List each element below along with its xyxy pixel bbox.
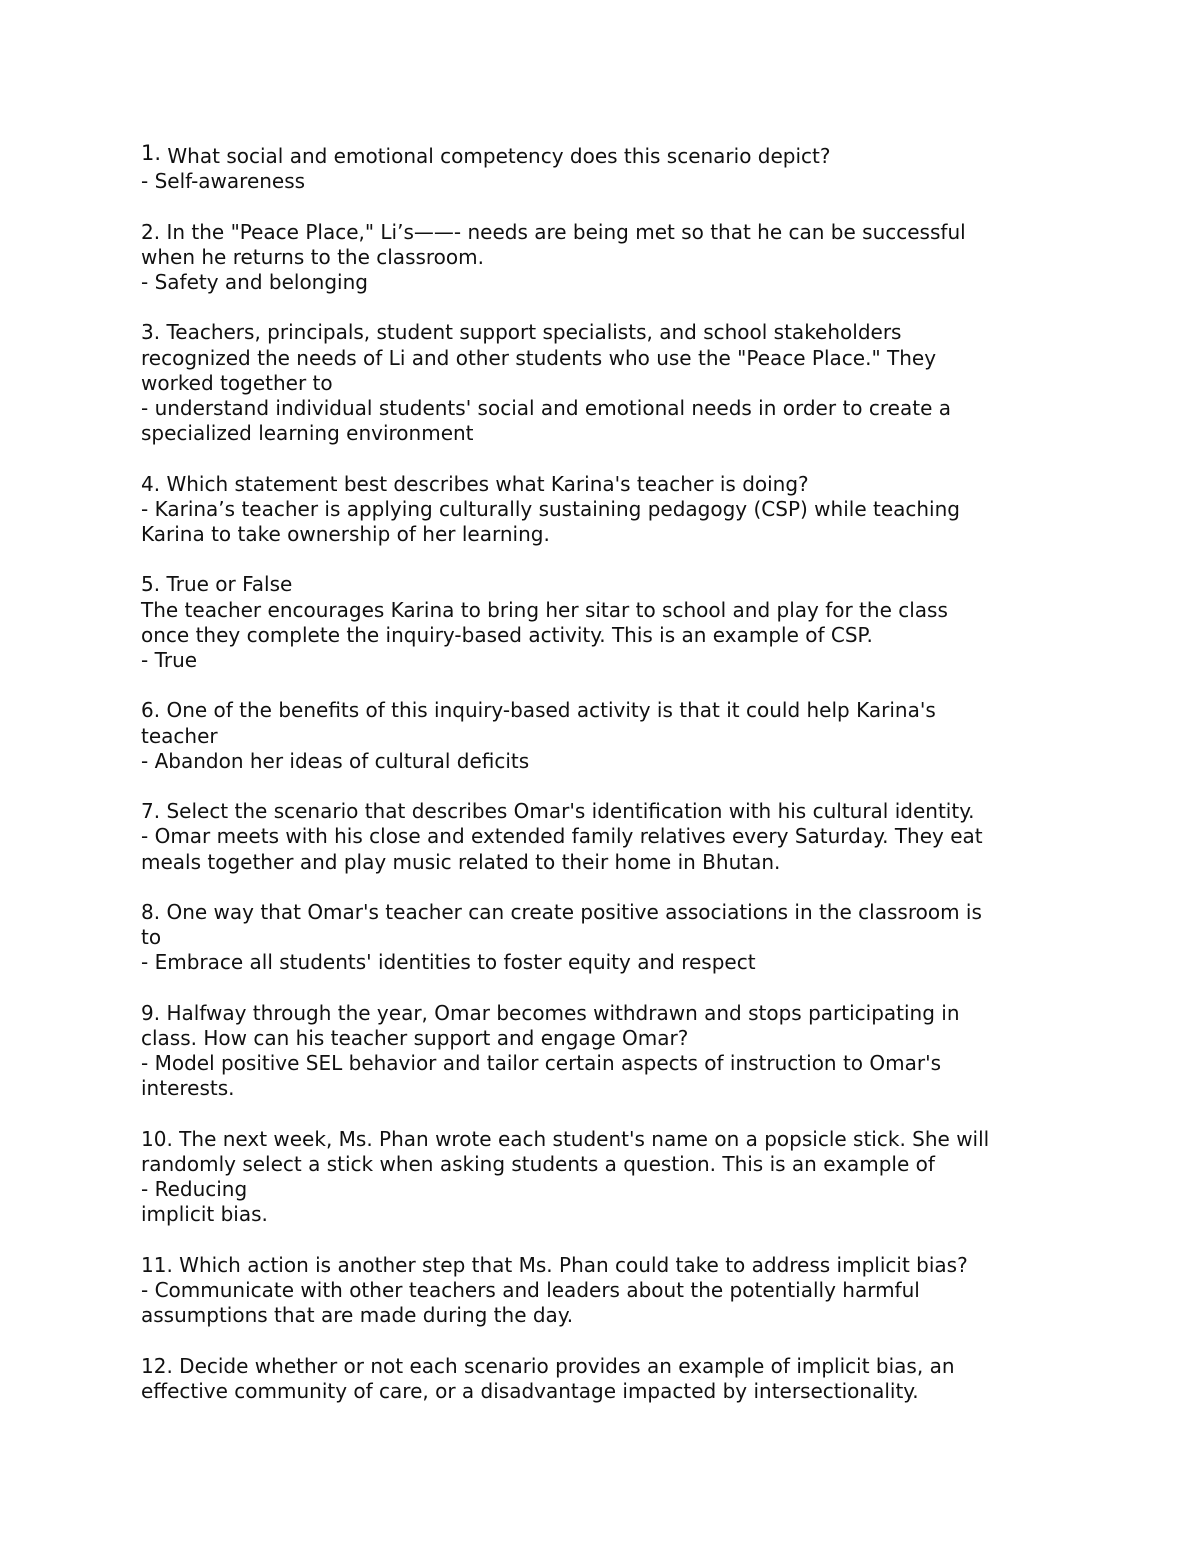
question-number: 2. [141,219,161,244]
answer-line: - understand individual students' social and emotional needs in order to create a [141,396,951,420]
question-line: effective community of care, or a disadvantage impacted by intersectionality. [141,1378,919,1403]
question-item [141,1253,1071,1329]
question-line: One of the benefits of this inquiry-based activity is that it could help Karina's [166,698,936,723]
question-item [141,220,1071,296]
question-line: Teachers, principals, student support specialists, and school stakeholders [166,320,902,345]
question-line: Select the scenario that describes Omar's identification with his cultural identity. [166,799,975,824]
question-line: Decide whether or not each scenario provides an example of implicit bias, an [179,1353,955,1378]
question-text [141,220,1071,245]
question-text [141,698,1071,723]
answer-line: - Communicate with other teachers and leaders about the potentially harmful [141,1277,920,1302]
question-number: 6. [141,698,161,723]
answer-line: - Reducing [141,1177,248,1202]
document-page [141,141,1071,1429]
question-number: 9. [141,1000,161,1025]
question-text [141,572,1071,597]
answer-line: - Embrace all students' identities to foster equity and respect [141,950,756,975]
question-number: 3. [141,320,161,345]
question-line: Which statement best describes what Karina's teacher is doing? [166,471,809,496]
answer-line: - Omar meets with his close and extended family relatives every Saturday. They eat [141,824,983,849]
question-line: Which action is another step that Ms. Phan could take to address implicit bias? [179,1252,968,1277]
question-line: Halfway through the year, Omar becomes withdrawn and stops participating in [166,1000,960,1025]
question-text [141,1127,1071,1152]
question-line: to [141,925,162,950]
answer-line: specialized learning environment [141,421,474,446]
question-line: worked together to [141,370,333,395]
question-line: randomly select a stick when asking students a question. This is an example of [141,1151,935,1176]
question-line: The teacher encourages Karina to bring her sitar to school and play for the class [141,597,948,622]
question-line: True or False [166,572,293,597]
question-line: class. How can his teacher support and engage Omar? [141,1025,689,1050]
question-number: 5. [141,572,161,597]
question-number: 12. [141,1353,173,1378]
question-text [141,1253,1071,1278]
question-number: 8. [141,899,161,924]
answer-line: - Abandon her ideas of cultural deficits [141,748,530,773]
question-text [141,141,1071,169]
answer-line: Karina to take ownership of her learning. [141,522,550,546]
answer-line: - Safety and belonging [141,270,368,294]
question-item [141,1354,1071,1404]
question-line: One way that Omar's teacher can create positive associations in the classroom is [166,899,982,924]
answer-line: - True [141,648,198,672]
question-line: In the "Peace Place," Li’s——- needs are being met so that he can be successful [166,219,966,244]
answer-line: implicit bias. [141,1202,268,1227]
answer-line: - Karina’s teacher is applying culturally sustaining pedagogy (CSP) while teaching [141,496,960,521]
question-number: 7. [141,799,161,824]
question-text [141,320,1071,345]
question-line: once they complete the inquiry-based activity. This is an example of CSP. [141,622,873,647]
question-item [141,1127,1071,1228]
question-line: when he returns to the classroom. [141,244,484,269]
question-number: 1. [141,141,162,165]
question-text [141,1354,1071,1379]
question-number: 11. [141,1252,173,1277]
question-text [141,1001,1071,1026]
answer-line: - Model positive SEL behavior and tailor certain aspects of instruction to Omar's [141,1051,942,1076]
question-number: 10. [141,1126,173,1151]
question-text [141,900,1071,925]
question-item [141,141,1071,194]
question-line: What social and emotional competency does this scenario depict? [167,144,831,168]
question-text [141,472,1071,497]
question-text [141,799,1071,824]
question-item [141,320,1071,446]
question-item [141,1001,1071,1102]
answer-line: - Self-awareness [141,169,306,194]
question-item [141,900,1071,976]
question-item [141,472,1071,548]
question-item [141,572,1071,673]
question-item [141,799,1071,875]
question-item [141,698,1071,774]
question-number: 4. [141,471,161,496]
question-line: teacher [141,723,218,748]
answer-line: interests. [141,1076,235,1101]
question-line: The next week, Ms. Phan wrote each student's name on a popsicle stick. She will [179,1126,990,1151]
question-line: recognized the needs of Li and other students who use the "Peace Place." They [141,345,937,370]
answer-line: meals together and play music related to their home in Bhutan. [141,849,781,874]
answer-line: assumptions that are made during the day. [141,1303,574,1328]
